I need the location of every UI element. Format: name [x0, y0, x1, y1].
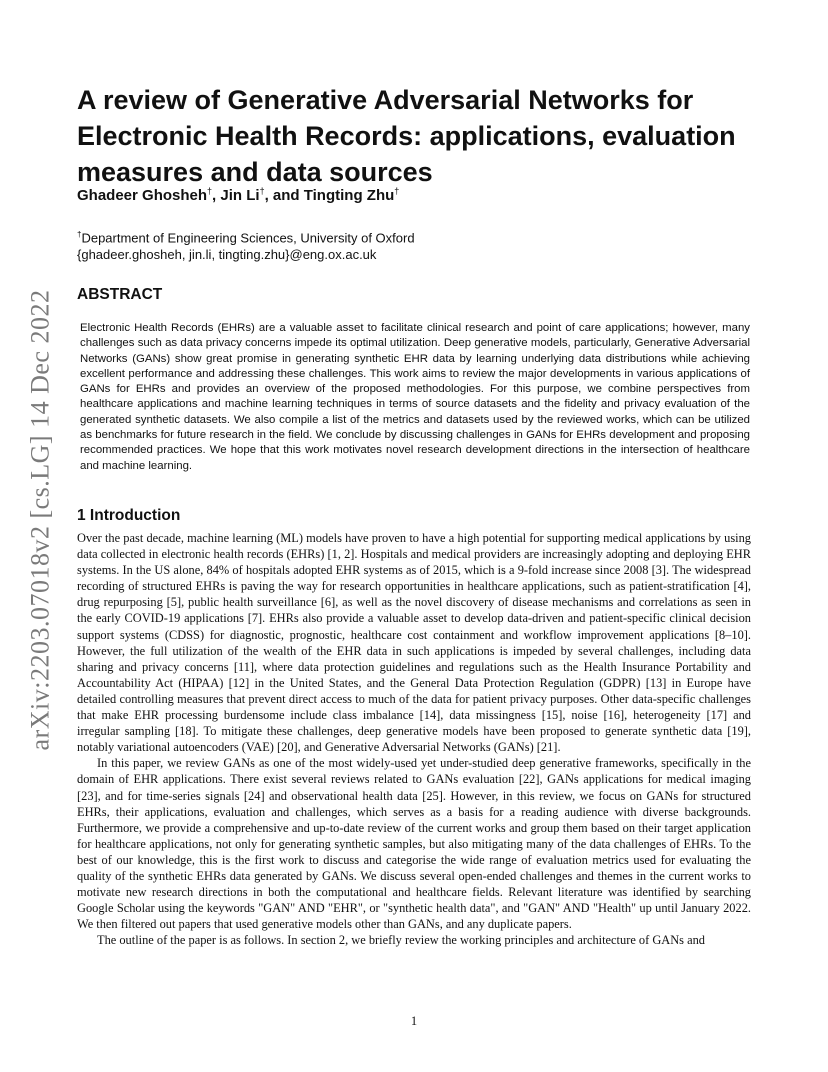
affiliation-mark: †	[394, 186, 400, 196]
arxiv-identifier-text: arXiv:2203.07018v2 [cs.LG] 14 Dec 2022	[25, 289, 55, 751]
abstract-heading: ABSTRACT	[77, 286, 163, 303]
email-line: {ghadeer.ghosheh, jin.li, tingting.zhu}@eng.ox.ac.uk	[77, 247, 377, 263]
author-name: Ghadeer Ghosheh	[77, 187, 208, 204]
affiliation-block	[77, 226, 767, 263]
arxiv-identifier	[20, 280, 60, 760]
author-separator: , and	[264, 187, 304, 204]
author-separator: ,	[212, 187, 221, 204]
affiliation-line	[77, 226, 767, 246]
page-number: 1	[410, 1014, 418, 1028]
body-paragraph: In this paper, we review GANs as one of the most widely-used yet under-studied deep generative frameworks, specifically in the domain of EHR applications. There exist several reviews related to GANs evaluation [22], GANs applications for medical imaging [23], and for time-series signals [24] and observational health data [25]. However, in this review, we focus on GANs for structured EHRs, their applications, evaluation and challenges, which serves as a basis for a reading audience with diverse backgrounds. Furthermore, we provide a comprehensive and up-to-date review of the current works and group them based on their target application for healthcare applications, not only for generating synthetic samples, but also mitigating many of the data challenges of EHRs. To the best of our knowledge, this is the first work to discuss and categorise the wide range of evaluation metrics used for evaluating the quality of the synthetic EHRs data generated by GANs. We discuss several open-ended challenges and themes in the current works to motivate new research directions in both the computational and healthcare fields. Relevant literature was identified by searching Google Scholar using the keywords "GAN" AND "EHR", or "synthetic health data", and "GAN" AND "Health" up until January 2022. We then filtered out papers that used generative models other than GANs, and any duplicate papers.	[77, 756, 751, 932]
author-name: Jin Li	[220, 187, 260, 204]
department-name: Department of Engineering Sciences, University of Oxford	[81, 230, 415, 246]
introduction-body	[77, 530, 751, 948]
affiliation-mark: †	[259, 186, 265, 196]
section-heading: 1 Introduction	[77, 507, 181, 524]
affiliation-mark: †	[77, 230, 82, 239]
body-paragraph: The outline of the paper is as follows. In section 2, we briefly review the working principles and architecture of GANs and	[97, 933, 705, 948]
affiliation-mark: †	[207, 186, 213, 196]
abstract-text: Electronic Health Records (EHRs) are a valuable asset to facilitate clinical research and point of care applications; however, many challenges such as data privacy concerns impede its optimal utilization. Deep generative models, particularly, Generative Adversarial Networks (GANs) show great promise in generating synthetic EHR data by learning underlying data distributions while achieving excellent performance and addressing these challenges. This work aims to review the major developments in various applications of GANs for EHRs and provides an overview of the proposed methodologies. For this purpose, we combine perspectives from healthcare applications and machine learning techniques in terms of source datasets and the fidelity and privacy evaluation of the generated synthetic datasets. We also compile a list of the metrics and datasets used by the reviewed works, which can be utilized as benchmarks for future research in the field. We conclude by discussing challenges in GANs for EHRs development and proposing recommended practices. We hope that this work motivates novel research development directions in the intersection of healthcare and machine learning.	[80, 322, 750, 472]
author-list	[77, 186, 767, 204]
paper-title: A review of Generative Adversarial Networks for Electronic Health Records: applications, evaluation measures and data sources	[77, 85, 736, 187]
author-name: Tingting Zhu	[303, 187, 395, 204]
body-paragraph: Over the past decade, machine learning (ML) models have proven to have a high potential for supporting medical applications by using data collected in electronic health records (EHRs) [1, 2]. Hospitals and medical providers are increasingly adopting and deploying EHR systems. In the US alone, 84% of hospitals adopted EHR systems as of 2015, which is a 9-fold increase since 2008 [3]. The widespread recording of structured EHRs is paving the way for research opportunities in healthcare applications, such as patient-stratification [4], drug repurposing [5], public health surveillance [6], as well as the novel discovery of disease mechanisms and correlations as seen in the early COVID-19 applications [7]. EHRs also provide a valuable asset to develop data-driven and patient-specific clinical decision support systems (CDSS) for diagnostic, prognostic, healthcare cost containment and workflow improvement applications [8–10]. However, the full utilization of the wealth of the EHR data in such applications is impeded by several challenges, including data sharing and privacy concerns [11], where data protection guidelines and regulations such as the Health Insurance Portability and Accountability Act (HIPAA) [12] in the United States, and the General Data Protection Regulation (GDPR) [13] in Europe have detailed controlling measures that prevent direct access to much of the data for patient privacy purposes. Other data-specific challenges that make EHR processing burdensome include class imbalance [14], data missingness [15], noise [16], heterogeneity [17] and irregular sampling [18]. To mitigate these challenges, deep generative models have been proposed to generate synthetic data [19], notably variational autoencoders (VAE) [20], and Generative Adversarial Networks (GANs) [21].	[77, 531, 751, 755]
